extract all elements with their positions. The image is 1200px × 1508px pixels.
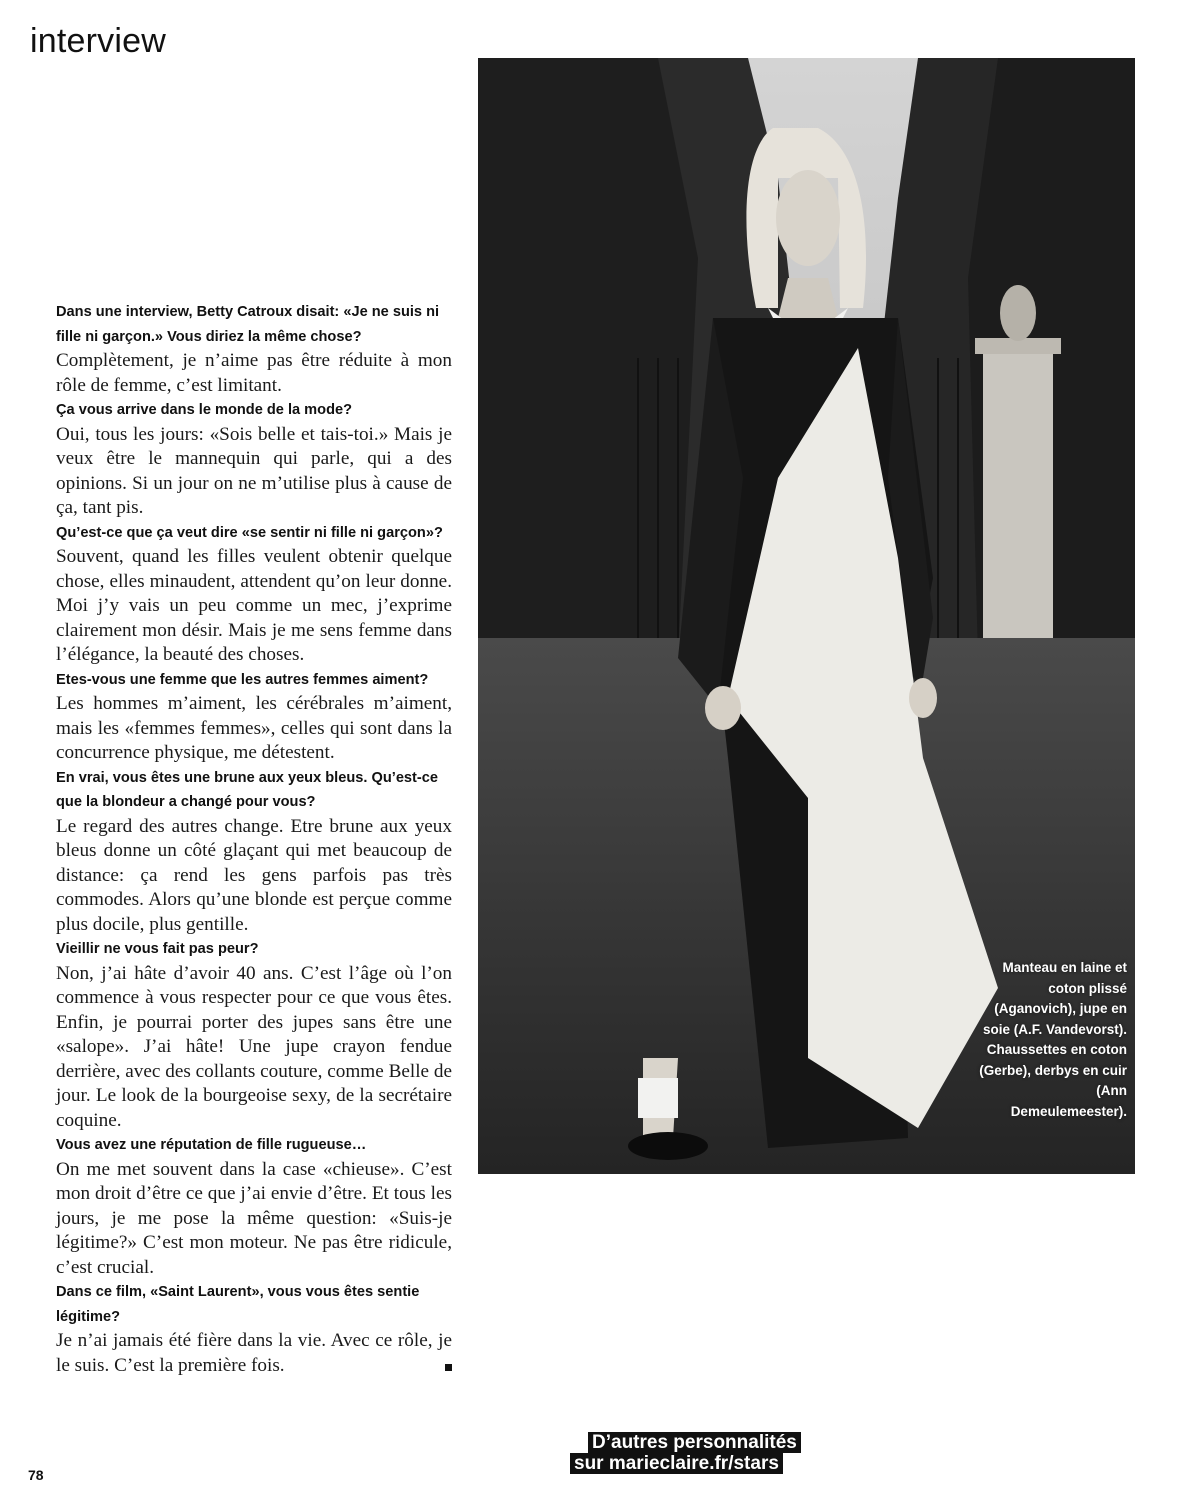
answer-text: Je n’ai jamais été fière dans la vie. Avec ce rôle, je le suis. C’est la première fois. [56, 1330, 452, 1376]
question: Dans ce film, «Saint Laurent», vous vous êtes sentie légitime? [56, 1284, 420, 1325]
fashion-photo [478, 58, 1135, 1174]
promo-link[interactable] [570, 1432, 801, 1474]
question: Vieillir ne vous fait pas peur? [56, 941, 259, 957]
question: Ça vous arrive dans le monde de la mode? [56, 402, 353, 418]
question: Dans une interview, Betty Catroux disait: «Je ne suis ni fille ni garçon.» Vous diriez la même chose? [56, 304, 440, 345]
interview-text [56, 300, 452, 1378]
end-mark-icon [445, 1364, 452, 1371]
answer [56, 1329, 452, 1378]
question: En vrai, vous êtes une brune aux yeux bleus. Qu’est-ce que la blondeur a changé pour vous? [56, 769, 439, 810]
answer: Oui, tous les jours: «Sois belle et tais-toi.» Mais je veux être le mannequin qui parle, qui a des opinions. Si un jour on ne m’utilise plus à cause de ça, tant pis. [56, 423, 452, 518]
answer: Les hommes m’aiment, les cérébrales m’aiment, mais les «femmes femmes», celles qui sont dans la concurrence physique, me détestent. [56, 693, 452, 763]
answer: Le regard des autres change. Etre brune aux yeux bleus donne un côté glaçant qui met beaucoup de distance: ça rend les gens parfois pas très commodes. Alors qu’une blonde est perçue comme plus docile, plus gentille. [56, 815, 452, 935]
promo-line-1: D’autres personnalités [588, 1432, 801, 1453]
section-label: interview [30, 22, 166, 60]
answer: Complètement, je n’aime pas être réduite à mon rôle de femme, c’est limitant. [56, 350, 452, 396]
answer: Souvent, quand les filles veulent obtenir quelque chose, elles minaudent, attendent qu’on leur donne. Moi j’y vais un peu comme un mec, j’exprime clairement mon désir. Mais je me sens femme dans l’élégance, la beauté des choses. [56, 546, 452, 665]
question: Qu’est-ce que ça veut dire «se sentir ni fille ni garçon»? [56, 524, 443, 541]
question: Vous avez une réputation de fille rugueuse… [56, 1137, 367, 1153]
promo-line-2: sur marieclaire.fr/stars [570, 1453, 783, 1474]
page-number: 78 [28, 1467, 44, 1483]
photo-caption: Manteau en laine et coton plissé (Aganovich), jupe en soie (A.F. Vandevorst). Chaussettes en coton (Gerbe), derbys en cuir (Ann Demeulemeester). [979, 960, 1127, 1119]
question: Etes-vous une femme que les autres femmes aiment? [56, 671, 429, 688]
answer: Non, j’ai hâte d’avoir 40 ans. C’est l’âge où l’on commence à vous respecter pour ce que vous êtes. Enfin, je pourrai porter des jupes sans être une «salope». J’ai hâte! Une jupe crayon fendue derrière, avec des collants couture, comme Belle de jour. Le look de la bourgeoise sexy, de la secrétaire coquine. [56, 962, 452, 1131]
answer: On me met souvent dans la case «chieuse». C’est mon droit d’être ce que j’ai envie d’être. Et tous les jours, je me pose la même question: «Suis-je légitime?» C’est mon moteur. Ne pas être ridicule, c’est crucial. [56, 1158, 452, 1278]
